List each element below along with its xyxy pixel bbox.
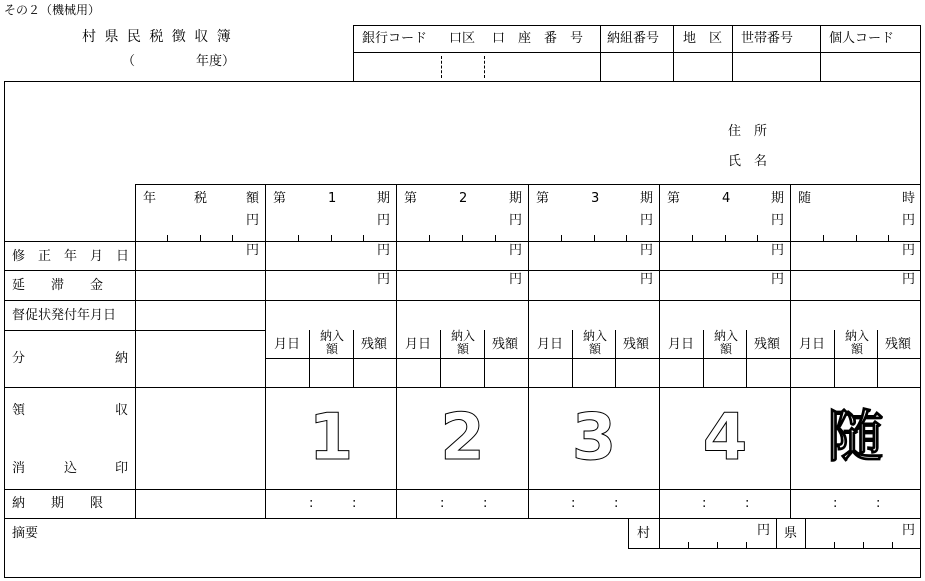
sub-header-zangaku: 残額 [623,337,650,352]
sub-header-tsukihi: 月日 [537,337,564,352]
nenzei-b: 税 [194,191,208,206]
sub-header-nounyu: 納入 額 [713,329,738,356]
due-colon: : [876,496,881,511]
sub-header-zangaku: 残額 [885,337,912,352]
due-colon: : [702,496,707,511]
noukumi-header: 納組番号 [607,31,660,46]
yen-label: 円 [902,523,916,538]
year-label: 年度） [196,54,236,69]
sub-header-tsukihi: 月日 [799,337,826,352]
yen-label: 円 [377,213,391,228]
period-3-n: 3 [591,191,600,206]
due-colon: : [483,496,488,511]
row-label-shoukomi-2: 込 [64,461,78,476]
period-2-n: 2 [459,191,468,206]
sub-header-nounyu: 納入 額 [582,329,607,356]
zuiji-c: 時 [902,191,916,206]
sub-header-nounyu: 納入 額 [319,329,344,356]
row-label-entaikin: 延 滞 金 [12,278,104,293]
sub-header-tsukihi: 月日 [274,337,301,352]
sub-header-zangaku: 残額 [754,337,781,352]
chiku-header: 地 区 [683,31,723,46]
form-label: その２（機械用） [4,3,101,17]
yen-label: 円 [771,272,785,287]
due-colon: : [352,496,357,511]
yen-label: 円 [377,243,391,258]
yen-label: 円 [771,243,785,258]
yen-label: 円 [246,213,260,228]
setai-header: 世帯番号 [741,31,794,46]
row-label-bunnou-right: 納 [115,351,129,366]
due-colon: : [614,496,619,511]
row-label-tokusoku: 督促状発付年月日 [12,308,117,323]
zuiji-a: 随 [798,191,812,206]
receipt-mark-zuiji: 随 [827,405,884,470]
row-label-shusei: 修 正 年 月 日 [12,249,130,264]
receipt-mark-2: 2 [440,401,485,475]
due-colon: : [745,496,750,511]
row-label-shoukomi-1: 消 [12,461,26,476]
sub-header-nounyu: 納入 額 [844,329,869,356]
period-2-c: 期 [509,191,523,206]
yen-label: 円 [902,272,916,287]
yen-label: 円 [509,243,523,258]
nenzei-c: 額 [246,191,260,206]
nenzei-a: 年 [143,191,157,206]
period-4-a: 第 [667,191,681,206]
sub-header-tsukihi: 月日 [405,337,432,352]
kojin-header: 個人コード [829,31,895,46]
sub-header-nounyu: 納入 額 [450,329,475,356]
receipt-mark-1: 1 [308,401,354,475]
yen-label: 円 [640,243,654,258]
period-1-a: 第 [273,191,287,206]
yen-label: 円 [771,213,785,228]
receipt-mark-3: 3 [571,401,617,475]
yen-label: 円 [640,272,654,287]
yen-label: 円 [246,243,260,258]
yen-label: 円 [902,243,916,258]
due-colon: : [833,496,838,511]
yen-label: 円 [757,523,771,538]
due-colon: : [571,496,576,511]
period-3-a: 第 [536,191,550,206]
due-colon: : [440,496,445,511]
bank-code-header: 銀行コード [362,31,428,46]
sub-header-zangaku: 残額 [361,337,388,352]
row-label-ryoshu-left: 領 [12,403,26,418]
period-1-c: 期 [377,191,391,206]
account-number-header: 口 座 番 号 [492,31,584,46]
period-4-c: 期 [771,191,785,206]
address-label: 住 所 [728,124,768,139]
yen-label: 円 [640,213,654,228]
yen-label: 円 [902,213,916,228]
row-label-noukigen: 納 期 限 [12,496,104,511]
period-2-a: 第 [404,191,418,206]
period-1-n: 1 [328,191,337,206]
sub-header-tsukihi: 月日 [668,337,695,352]
row-label-bunnou-left: 分 [12,351,26,366]
row-label-tekiyou: 摘要 [12,526,39,541]
due-colon: : [309,496,314,511]
row-label-ryoshu-right: 収 [115,403,129,418]
name-label: 氏 名 [728,154,768,169]
mura-label: 村 [637,526,651,541]
row-label-shoukomi-3: 印 [115,461,129,476]
yen-label: 円 [509,213,523,228]
yen-label: 円 [377,272,391,287]
yen-label: 円 [509,272,523,287]
receipt-mark-4: 4 [702,401,748,475]
period-3-c: 期 [640,191,654,206]
kouku-header: 口区 [449,31,476,46]
period-4-n: 4 [722,191,731,206]
year-paren: （ [122,54,136,69]
page-title: 村 県 民 税 徴 収 簿 [82,29,233,45]
sub-header-zangaku: 残額 [492,337,519,352]
ken-label: 県 [784,526,798,541]
